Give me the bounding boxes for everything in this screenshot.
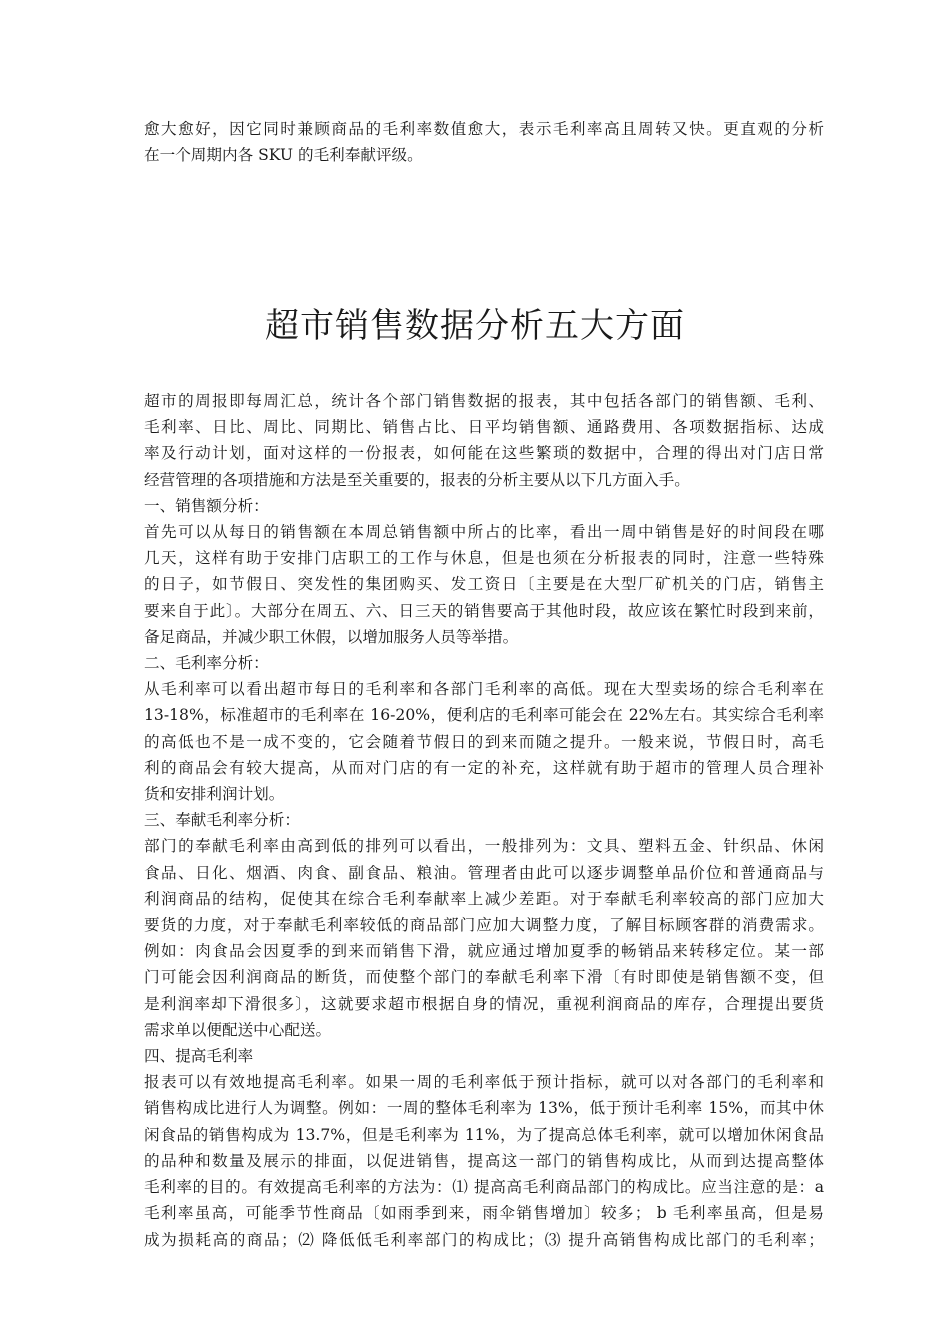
text-line: 要来自于此〕。大部分在周五、六、日三天的销售要高于其他时段，故应该在繁忙时段到来前， — [144, 601, 824, 620]
text-line: 利润商品的结构，促使其在综合毛利奉献率上减少差距。对于奉献毛利率较高的部门应加大 — [144, 889, 824, 908]
text-line: 要货的力度，对于奉献毛利率较低的商品部门应加大调整力度，了解目标顾客群的消费需求。 — [144, 916, 824, 935]
text-line: 例如：肉食品会因夏季的到来而销售下滑，就应通过增加夏季的畅销品来转移定位。某一部 — [144, 942, 824, 961]
text-line: 首先可以从每日的销售额在本周总销售额中所占的比率，看出一周中销售是好的时间段在哪 — [144, 523, 824, 542]
text-line: 需求单以便配送中心配送。 — [144, 1020, 332, 1039]
section-heading-improve: 四、提高毛利率 — [144, 1047, 254, 1066]
text-line: 几天，这样有助于安排门店职工的工作与休息，但是也须在分析报表的同时，注意一些特殊 — [144, 549, 824, 568]
section-heading-margin: 二、毛利率分析： — [144, 654, 269, 673]
text-line: 在一个周期内各 SKU 的毛利奉献评级。 — [144, 146, 423, 165]
text-line: 备足商品，并减少职工休假，以增加服务人员等举措。 — [144, 627, 519, 646]
text-line: 经营管理的各项措施和方法是至关重要的，报表的分析主要从以下几方面入手。 — [144, 470, 690, 489]
text-line: 的品种和数量及展示的排面，以促进销售，提高这一部门的销售构成比，从而到达提高整体 — [144, 1151, 824, 1170]
section-heading-contribution: 三、奉献毛利率分析： — [144, 811, 300, 830]
intro-paragraph — [144, 116, 824, 168]
text-line: 货和安排利润计划。 — [144, 785, 285, 804]
text-line: 的高低也不是一成不变的，它会随着节假日的到来而随之提升。一般来说，节假日时，高毛 — [144, 732, 824, 751]
text-line: 利的商品会有较大提高，从而对门店的有一定的补充，这样就有助于超市的管理人员合理补 — [144, 758, 824, 777]
text-line: 成为损耗高的商品；⑵ 降低低毛利率部门的构成比；⑶ 提升高销售构成比部门的毛利率； — [144, 1230, 824, 1249]
text-line: 的日子，如节假日、突发性的集团购买、发工资日〔主要是在大型厂矿机关的门店，销售主 — [144, 575, 824, 594]
text-line: 闲食品的销售构成为 13.7%，但是毛利率为 11%，为了提高总体毛利率，就可以增加休闲食品 — [144, 1125, 824, 1144]
text-line: 销售构成比进行人为调整。例如：一周的整体毛利率为 13%，低于预计毛利率 15%，而其中休 — [144, 1099, 824, 1118]
body-text — [144, 388, 824, 1253]
text-line: 是利润率却下滑很多〕，这就要求超市根据自身的情况，重视利润商品的库存，合理提出要货 — [144, 994, 824, 1013]
text-line: 门可能会因利润商品的断货，而使整个部门的奉献毛利率下滑〔有时即使是销售额不变，但 — [144, 968, 824, 987]
text-line: 超市的周报即每周汇总，统计各个部门销售数据的报表，其中包括各部门的销售额、毛利、 — [144, 392, 824, 410]
text-line: 率及行动计划，面对这样的一份报表，如何能在这些繁琐的数据中，合理的得出对门店日常 — [144, 444, 824, 463]
document-title: 超市销售数据分析五大方面 — [265, 306, 685, 346]
text-line: 毛利率、日比、周比、同期比、销售占比、日平均销售额、通路费用、各项数据指标、达成 — [144, 418, 824, 437]
text-line: 毛利率的目的。有效提高毛利率的方法为：⑴ 提高高毛利商品部门的构成比。应当注意的是：a — [144, 1178, 824, 1197]
text-line: 报表可以有效地提高毛利率。如果一周的毛利率低于预计指标，就可以对各部门的毛利率和 — [144, 1073, 824, 1092]
text-line: 13-18%，标准超市的毛利率在 16-20%，便利店的毛利率可能会在 22%左右。其实综合毛利率 — [144, 706, 824, 725]
text-line: 部门的奉献毛利率由高到低的排列可以看出，一般排列为：文具、塑料五金、针织品、休闲 — [144, 837, 824, 856]
text-line: 从毛利率可以看出超市每日的毛利率和各部门毛利率的高低。现在大型卖场的综合毛利率在 — [144, 680, 824, 699]
text-line: 食品、日化、烟酒、肉食、副食品、粮油。管理者由此可以逐步调整单品价位和普通商品与 — [144, 863, 824, 882]
text-line: 毛利率虽高，可能季节性商品〔如雨季到来，雨伞销售增加〕较多； b 毛利率虽高，但是易 — [144, 1204, 824, 1223]
section-heading-sales: 一、销售额分析： — [144, 496, 269, 515]
text-line: 愈大愈好，因它同时兼顾商品的毛利率数值愈大，表示毛利率高且周转又快。更直观的分析 — [144, 120, 824, 138]
